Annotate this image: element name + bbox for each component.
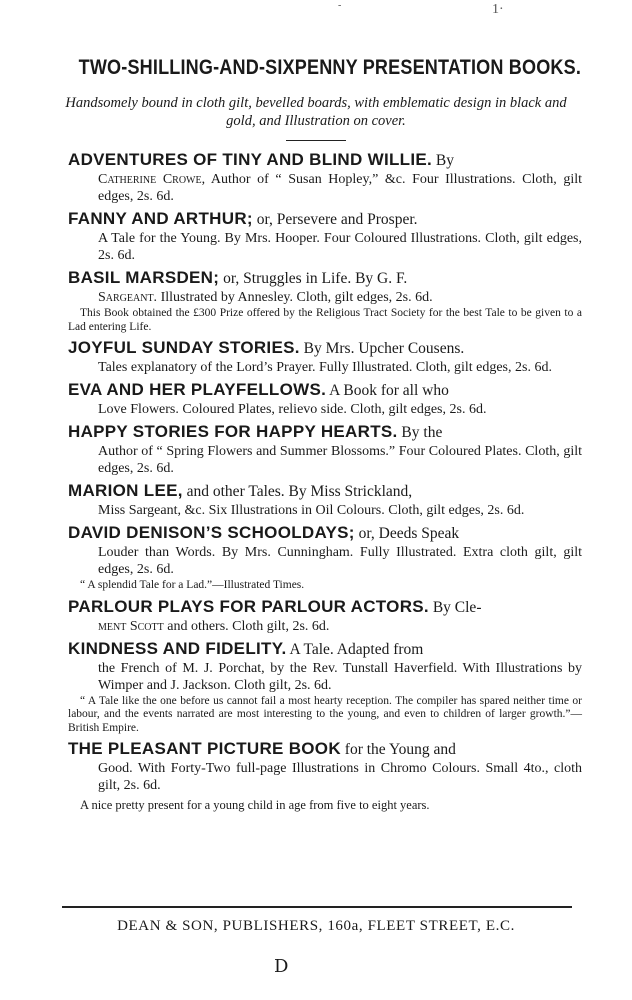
book-entry bbox=[68, 209, 582, 264]
book-title-rest: A Book for all who bbox=[329, 382, 449, 399]
signature-mark: D bbox=[274, 956, 289, 977]
corner-mark: 1· bbox=[492, 2, 504, 17]
book-description: A Tale for the Young. By Mrs. Hooper. Four Coloured Illustrations. Cloth, gilt edges, 2s. 6d. bbox=[98, 231, 582, 263]
page-heading: TWO-SHILLING-AND-SIXPENNY PRESENTATION BOOKS. bbox=[78, 56, 582, 79]
book-entry bbox=[68, 268, 582, 334]
book-title: JOYFUL SUNDAY STORIES. bbox=[68, 338, 300, 357]
book-title-rest: or, Struggles in Life. By G. F. bbox=[223, 270, 408, 287]
book-entry bbox=[68, 639, 582, 736]
book-title: HAPPY STORIES FOR HAPPY HEARTS. bbox=[68, 422, 398, 441]
book-title-rest: By Cle- bbox=[432, 598, 482, 616]
book-title: MARION LEE, bbox=[68, 481, 183, 500]
book-entry bbox=[68, 739, 582, 794]
book-title-rest: or, Persevere and Prosper. bbox=[256, 211, 418, 228]
book-entry bbox=[68, 150, 582, 205]
book-note: “ A Tale like the one before us cannot fail a most hearty reception. The compiler has spared neither time or labour, and the events narrated are most interesting to the young, and even to children of larger growth.”—British Empire. bbox=[68, 694, 582, 734]
book-title-rest: By the bbox=[401, 424, 443, 441]
book-title: DAVID DENISON’S SCHOOLDAYS; bbox=[68, 523, 355, 542]
book-title: ADVENTURES OF TINY AND BLIND WILLIE. bbox=[68, 150, 433, 169]
book-description: Good. With Forty-Two full-page Illustrations in Chromo Colours. Small 4to., cloth gilt, 2s. 6d. bbox=[98, 761, 582, 793]
book-note: This Book obtained the £300 Prize offered by the Religious Tract Society for the best Tale to be given to a Lad entering Life. bbox=[68, 307, 582, 333]
book-title-rest: By Mrs. Upcher Cousens. bbox=[303, 340, 465, 357]
closing-note: A nice pretty present for a young child in age from five to eight years. bbox=[80, 798, 430, 812]
book-entry bbox=[68, 380, 582, 418]
book-author: Catherine Crowe, bbox=[98, 172, 206, 187]
book-entry bbox=[68, 338, 582, 376]
book-title: KINDNESS AND FIDELITY. bbox=[68, 638, 287, 658]
book-entry bbox=[68, 597, 582, 635]
book-entry bbox=[68, 523, 582, 593]
book-title-rest: and other Tales. By Miss Strickland, bbox=[186, 483, 413, 500]
book-list bbox=[68, 150, 582, 813]
book-entry bbox=[68, 481, 582, 519]
top-tick-mark: - bbox=[338, 0, 342, 11]
book-title: FANNY AND ARTHUR; bbox=[68, 209, 253, 228]
book-author: Sargeant. bbox=[98, 290, 158, 305]
book-description: Miss Sargeant, &c. Six Illustrations in Oil Colours. Cloth, gilt edges, 2s. 6d. bbox=[98, 503, 525, 518]
book-title: BASIL MARSDEN; bbox=[68, 268, 220, 287]
book-title-rest: or, Deeds Speak bbox=[358, 525, 460, 542]
book-author: ment Scott bbox=[98, 618, 164, 634]
page-subheading: Handsomely bound in cloth gilt, bevelled boards, with emblematic design in black and gold, and Illustration on cover. bbox=[65, 95, 567, 129]
book-entry bbox=[68, 422, 582, 477]
book-description: Louder than Words. By Mrs. Cunningham. Fully Illustrated. Extra cloth gilt, gilt edges, 2s. 6d. bbox=[98, 545, 582, 577]
publisher-imprint: DEAN & SON, PUBLISHERS, 160a, FLEET STREET, E.C. bbox=[117, 918, 515, 934]
book-note: “ A splendid Tale for a Lad.”—Illustrated Times. bbox=[80, 579, 305, 591]
book-title: THE PLEASANT PICTURE BOOK bbox=[68, 739, 341, 758]
book-title-rest: A Tale. Adapted from bbox=[289, 640, 424, 658]
book-description: and others. Cloth gilt, 2s. 6d. bbox=[167, 618, 330, 634]
book-description: Love Flowers. Coloured Plates, relievo side. Cloth, gilt edges, 2s. 6d. bbox=[98, 402, 487, 417]
book-description: Author of “ Susan Hopley,” &c. Four Illustrations. Cloth, gilt edges, 2s. 6d. bbox=[98, 172, 582, 204]
footer-divider bbox=[62, 906, 572, 908]
book-description: Illustrated by Annesley. Cloth, gilt edges, 2s. 6d. bbox=[160, 290, 433, 305]
book-title: PARLOUR PLAYS FOR PARLOUR ACTORS. bbox=[68, 596, 429, 616]
book-description: Author of “ Spring Flowers and Summer Blossoms.” Four Coloured Plates. Cloth, gilt edges, 2s. 6d. bbox=[98, 444, 582, 476]
book-title-rest: for the Young and bbox=[344, 741, 456, 758]
short-divider bbox=[286, 140, 346, 141]
book-title-rest: By bbox=[435, 152, 454, 169]
book-title: EVA AND HER PLAYFELLOWS. bbox=[68, 380, 327, 399]
book-description: the French of M. J. Porchat, by the Rev. Tunstall Haverfield. With Illustrations by Wimper and J. Jackson. Cloth gilt, 2s. 6d. bbox=[98, 660, 582, 693]
book-description: Tales explanatory of the Lord’s Prayer. Fully Illustrated. Cloth, gilt edges, 2s. 6d. bbox=[98, 360, 552, 375]
